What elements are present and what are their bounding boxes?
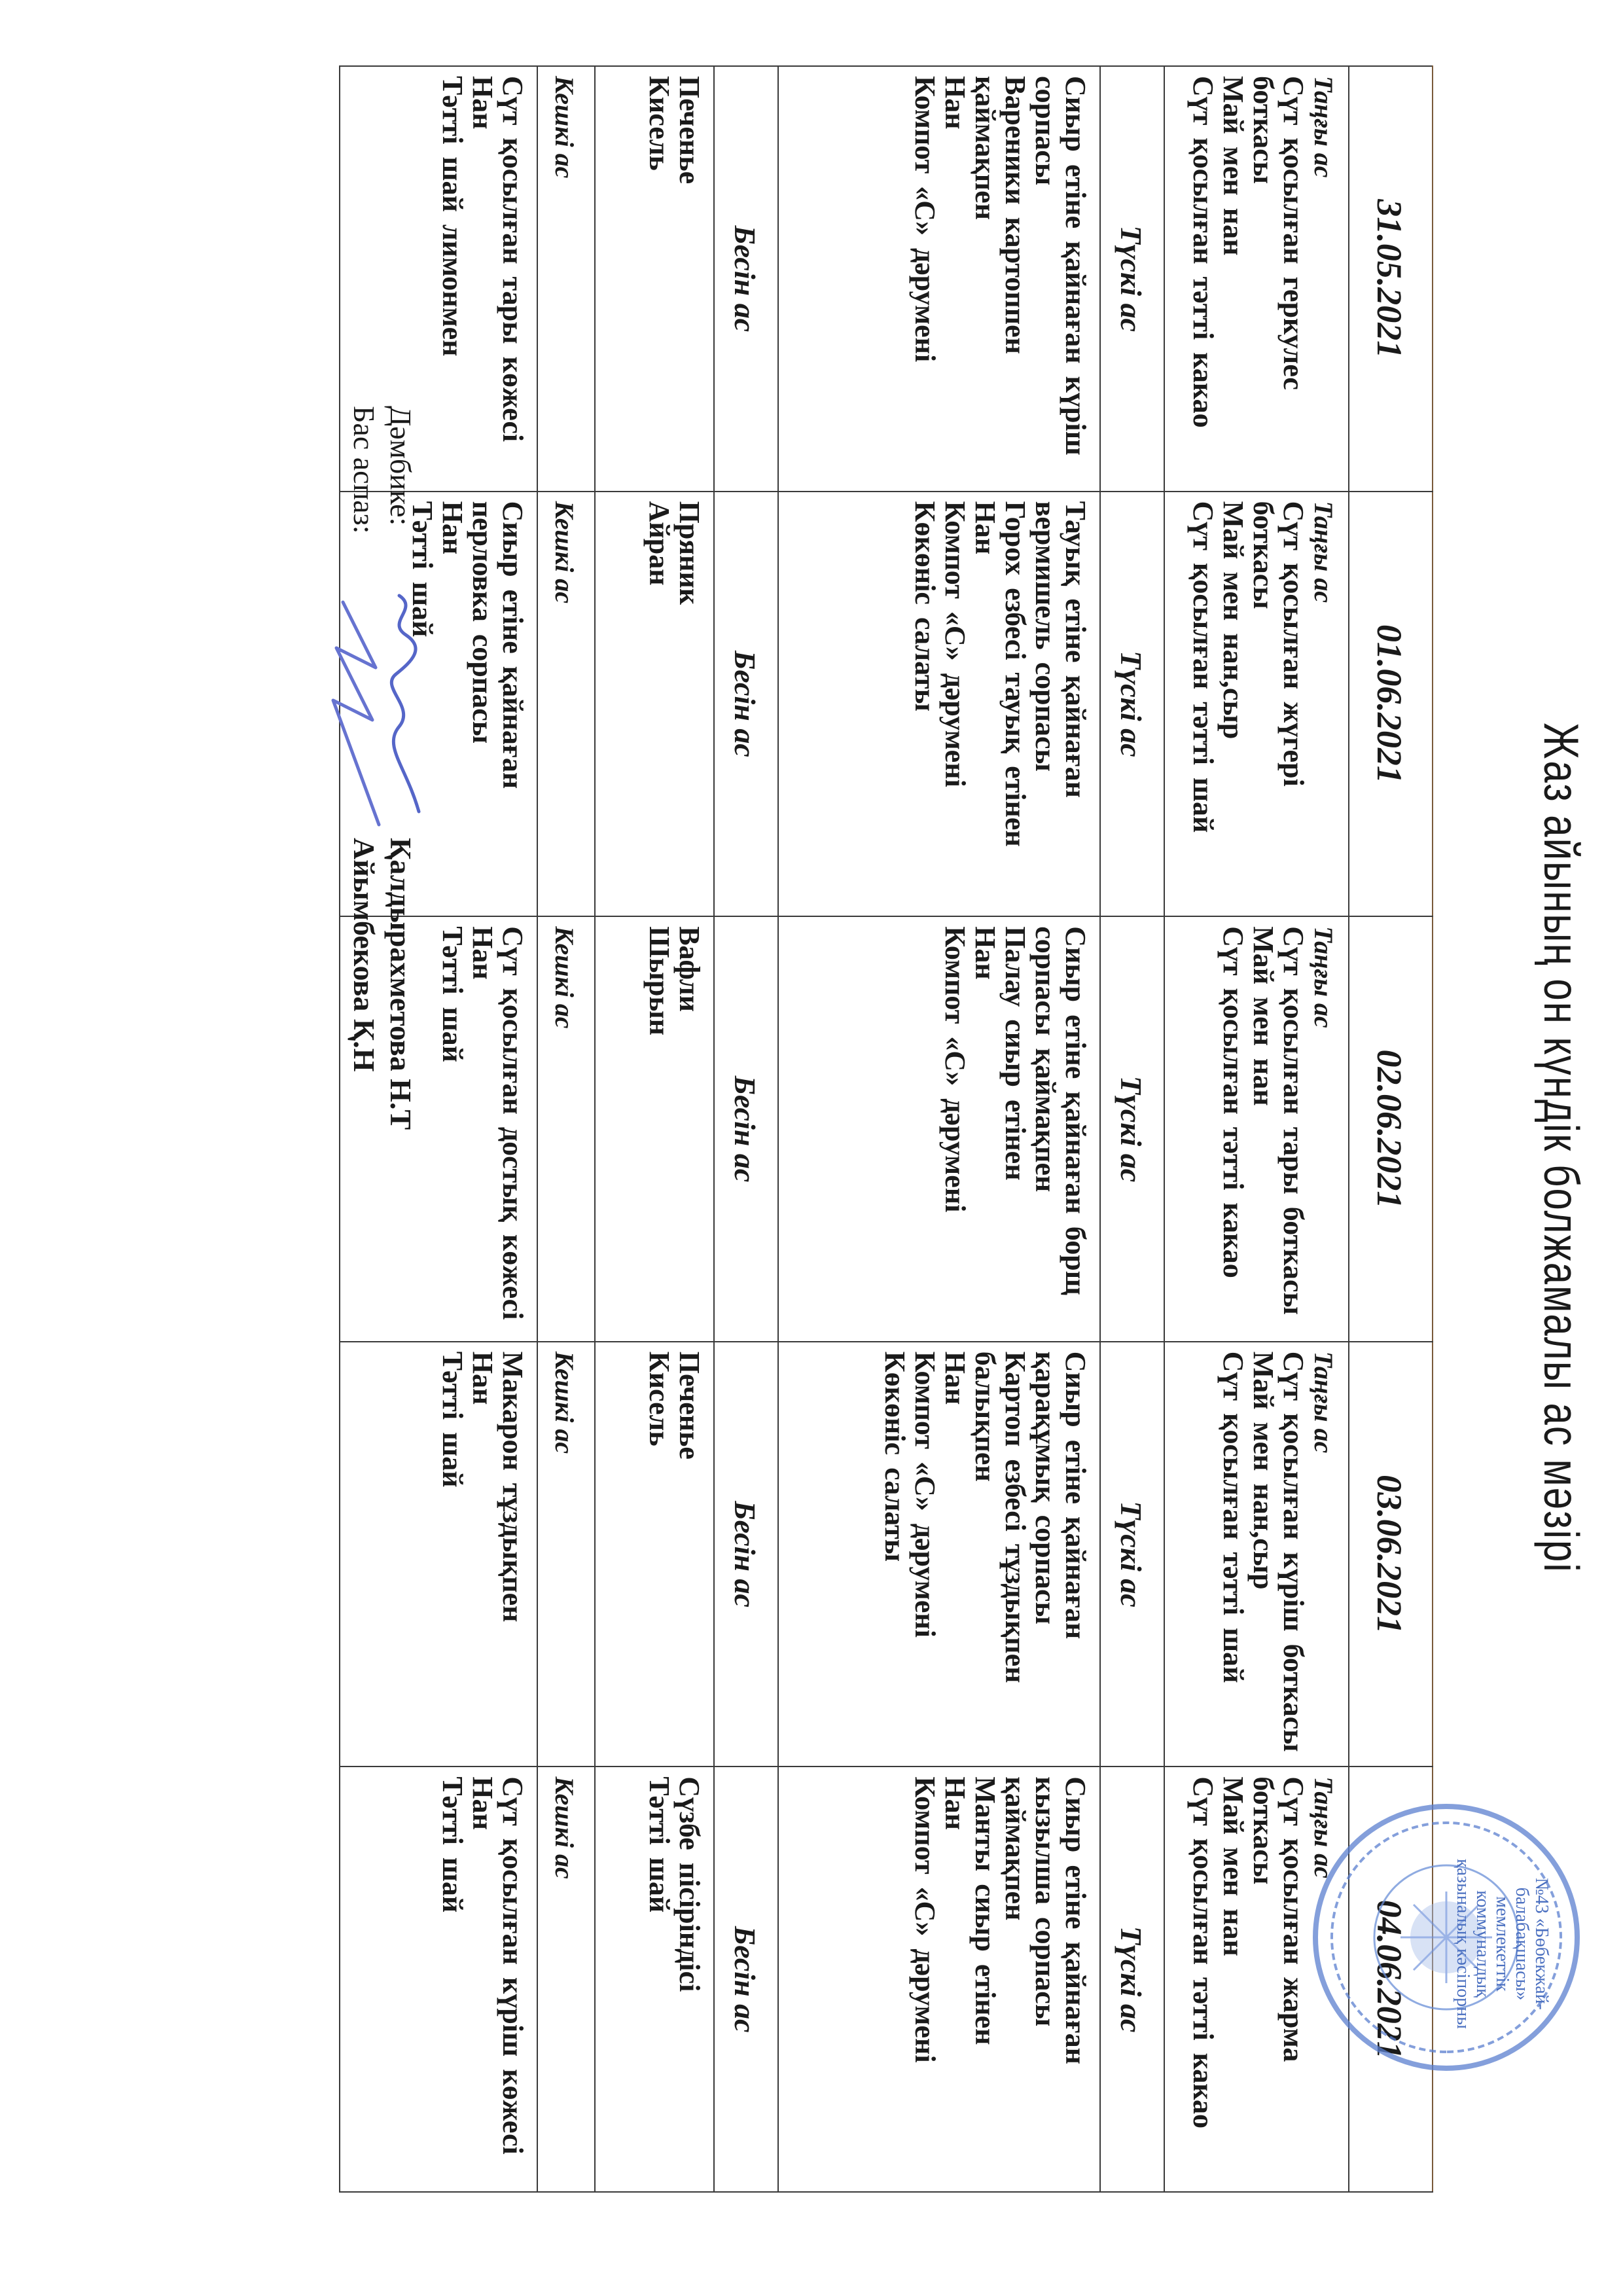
menu-table [339,65,1433,2193]
date-header: 31.05.2021 [1349,66,1433,492]
signature-row-head-cook [346,406,382,1130]
dish-item: Тәтті шай [437,926,469,1063]
dinner-label-cell [537,1342,595,1767]
dish-item: Сүт қосылған тары боткасы [1277,926,1310,1315]
dish-item: Май мен нан,сыр [1217,501,1249,740]
dish-item: Тәтті шай [437,1776,469,1913]
stamp-line: балабақшасы» [1512,1887,1532,2001]
lunch-label-cell [1100,66,1164,492]
meal-label-breakfast: Таңғы ас [1309,501,1338,603]
dinner-label-row [537,66,595,2192]
dish-item: Сүт қосылған тәтті какао [1217,926,1249,1278]
dish-item: Тәтті шай [406,501,438,637]
dinner-label-cell [537,916,595,1342]
dinner-cell [340,1767,537,2192]
dinner-label-cell [537,492,595,917]
dish-item: Компот «С» дәрумені [939,926,971,1213]
dish-item: Компот «С» дәрумені [909,76,941,363]
snack-cell [595,1342,714,1767]
dish-item: Тәтті шай лимонмен [437,76,469,357]
dish-item: Нан [467,76,499,130]
snack-cell [595,1767,714,2192]
dish-item: Сүт қосылған тары көжесі [497,76,529,442]
dish-item: Пряник [673,501,705,605]
dinner-label-cell [537,66,595,492]
lunch-label-cell [1100,1342,1164,1767]
meal-label-lunch: Түскі ас [1115,1501,1148,1607]
meal-label-snack: Бесін ас [728,225,762,332]
snack-label-row [714,66,778,2192]
meal-label-dinner: Кешкі ас [550,76,580,179]
lunch-cell [778,66,1100,492]
dish-item: Сүт қосылған достық көжесі [497,926,529,1320]
dish-item: Көкөніс салаты [879,1351,911,1562]
meal-label-lunch: Түскі ас [1115,651,1148,757]
meal-label-breakfast: Таңғы ас [1309,926,1338,1028]
dish-item: Айран [643,501,675,586]
dish-item: Печенье [673,1351,705,1460]
date-header: 04.06.2021 [1349,1767,1433,2192]
dish-item: Көкөніс салаты [909,501,941,711]
dish-item: Нан [467,1351,499,1405]
dish-item: Кисель [643,76,675,171]
dish-item: Манты сиыр етінен [969,1776,1001,2045]
signature-name: Айымбекова Қ.Н [348,838,381,1072]
snack-label-cell [714,1767,778,2192]
meal-label-breakfast: Таңғы ас [1309,76,1338,178]
lunch-label-cell [1100,1767,1164,2192]
meal-label-breakfast: Таңғы ас [1309,1351,1338,1454]
signature-name: Қалдырахметова Н.Т [384,838,418,1130]
dish-item: Май мен нан,сыр [1247,1351,1279,1590]
lunch-cell [778,1767,1100,2192]
dish-item: Нан [939,1776,971,1830]
dish-item: Палау сиыр етінен [999,926,1031,1181]
dish-item: Сүт қосылған тәтті шай [1187,501,1219,833]
lunch-label-cell [1100,916,1164,1342]
meal-label-lunch: Түскі ас [1115,1075,1148,1183]
meal-label-snack: Бесін ас [728,1501,762,1607]
dish-item: Нан [437,501,469,555]
stamp-line: мемлекеттік [1492,1896,1512,1992]
breakfast-cell [1164,1342,1349,1767]
dish-item: Картоп езбесі тұздықпен балықпен [969,1351,1031,1683]
meal-label-lunch: Түскі ас [1115,1926,1148,2033]
dish-item: Нан [939,1351,971,1405]
stamp-text [1453,1839,1551,2049]
dish-item: Сүт қосылған тәтті какао [1187,76,1219,428]
dish-item: Компот «С» дәрумені [909,1351,941,1638]
meal-label-lunch: Түскі ас [1115,225,1148,332]
dish-item: Нан [467,1776,499,1830]
dish-item: Сүт қосылған күріш көжесі [497,1776,529,2155]
meal-label-dinner: Кешкі ас [550,926,580,1029]
dish-item: Нан [467,926,499,980]
snack-label-cell [714,916,778,1342]
dish-item: Май мен нан [1247,926,1279,1106]
lunch-label-row [1100,66,1164,2192]
lunch-row [778,66,1100,2192]
dish-item: Сиыр етіне қайнаған күріш сорпасы [1029,76,1092,456]
handwritten-signature-icon [346,576,382,838]
dish-item: Сиыр етіне қайнаған борщ сорпасы қаймақпен [1029,926,1092,1295]
snack-label-cell [714,1342,778,1767]
document-title: Жаз айының он күндік болжамалы ас мәзірі [1533,723,1589,1573]
dish-item: Тауық етіне қайнаған вермишель сорпасы [1029,501,1092,798]
meal-label-snack: Бесін ас [728,1926,762,2033]
dish-item: Вафли [673,926,705,1012]
meal-label-snack: Бесін ас [728,1075,762,1183]
breakfast-cell [1164,916,1349,1342]
snack-cell [595,492,714,917]
meal-label-breakfast: Таңғы ас [1309,1776,1338,1878]
date-header: 03.06.2021 [1349,1342,1433,1767]
breakfast-cell [1164,492,1349,917]
lunch-cell [778,916,1100,1342]
dish-item: Печенье [673,76,705,185]
stamp-line: қазыналық кәсіпорны [1453,1859,1473,2029]
stamp-line: №43 «Бөбекжай- [1531,1878,1552,2010]
signature-block [346,406,419,1130]
dish-item: Сүзбе пісіріндісі [673,1776,705,1992]
dish-item: Нан [969,501,1001,555]
snack-label-cell [714,66,778,492]
dish-item: Вареники картоппен қаймақпен [969,76,1031,354]
stamp-line: коммуналдық [1472,1890,1493,1998]
dish-item: Май мен нан [1217,1776,1249,1956]
breakfast-cell [1164,66,1349,492]
dinner-cell [340,1342,537,1767]
dish-item: Сиыр етіне қайнаған қарақұмық сорпасы [1029,1351,1092,1640]
date-header: 02.06.2021 [1349,916,1433,1342]
dish-item: Горох езбесі тауық етінен [999,501,1031,847]
snack-cell [595,66,714,492]
dish-item: Шырын [643,926,675,1036]
dish-item: Сүт қосылған тәтті шай [1217,1351,1249,1683]
dish-item: Тәтті шай [437,1351,469,1488]
dish-item: Май мен нан [1217,76,1249,256]
dish-item: Сиыр етіне қайнаған кызылша сорпасы қаймақпен [999,1776,1092,2064]
meal-label-snack: Бесін ас [728,651,762,757]
lunch-label-cell [1100,492,1164,917]
dish-item: Компот «С» дәрумені [939,501,971,787]
snack-label-cell [714,492,778,917]
dish-item: Тәтті шай [643,1776,675,1913]
meal-label-dinner: Кешкі ас [550,501,580,603]
dish-item: Компот «С» дәрумені [909,1776,941,2063]
dish-item: Сүт қосылған геркулес боткасы [1247,76,1310,390]
dish-item: Сүт қосылған жарма боткасы [1247,1776,1310,2062]
date-header: 01.06.2021 [1349,492,1433,917]
lunch-cell [778,1342,1100,1767]
meal-label-dinner: Кешкі ас [550,1776,580,1879]
dish-item: Нан [969,926,1001,980]
dish-item: Сиыр етіне қайнаған перловка сорпасы [467,501,529,789]
dish-item: Сүт қосылған жүгері боткасы [1247,501,1310,787]
dish-item: Кисель [643,1351,675,1446]
lunch-cell [778,492,1100,917]
signature-role: Дәмбике: [384,406,418,526]
signature-role: Бас аспаз: [348,406,381,534]
snack-cell [595,916,714,1342]
snack-row [595,66,714,2192]
dish-item: Макарон тұздықпен [497,1351,529,1623]
dish-item: Нан [939,76,971,130]
dish-item: Сүт қосылған күріш боткасы [1277,1351,1310,1752]
dinner-label-cell [537,1767,595,2192]
meal-label-dinner: Кешкі ас [550,1351,580,1454]
dish-item: Сүт қосылған тәтті какао [1187,1776,1219,2128]
